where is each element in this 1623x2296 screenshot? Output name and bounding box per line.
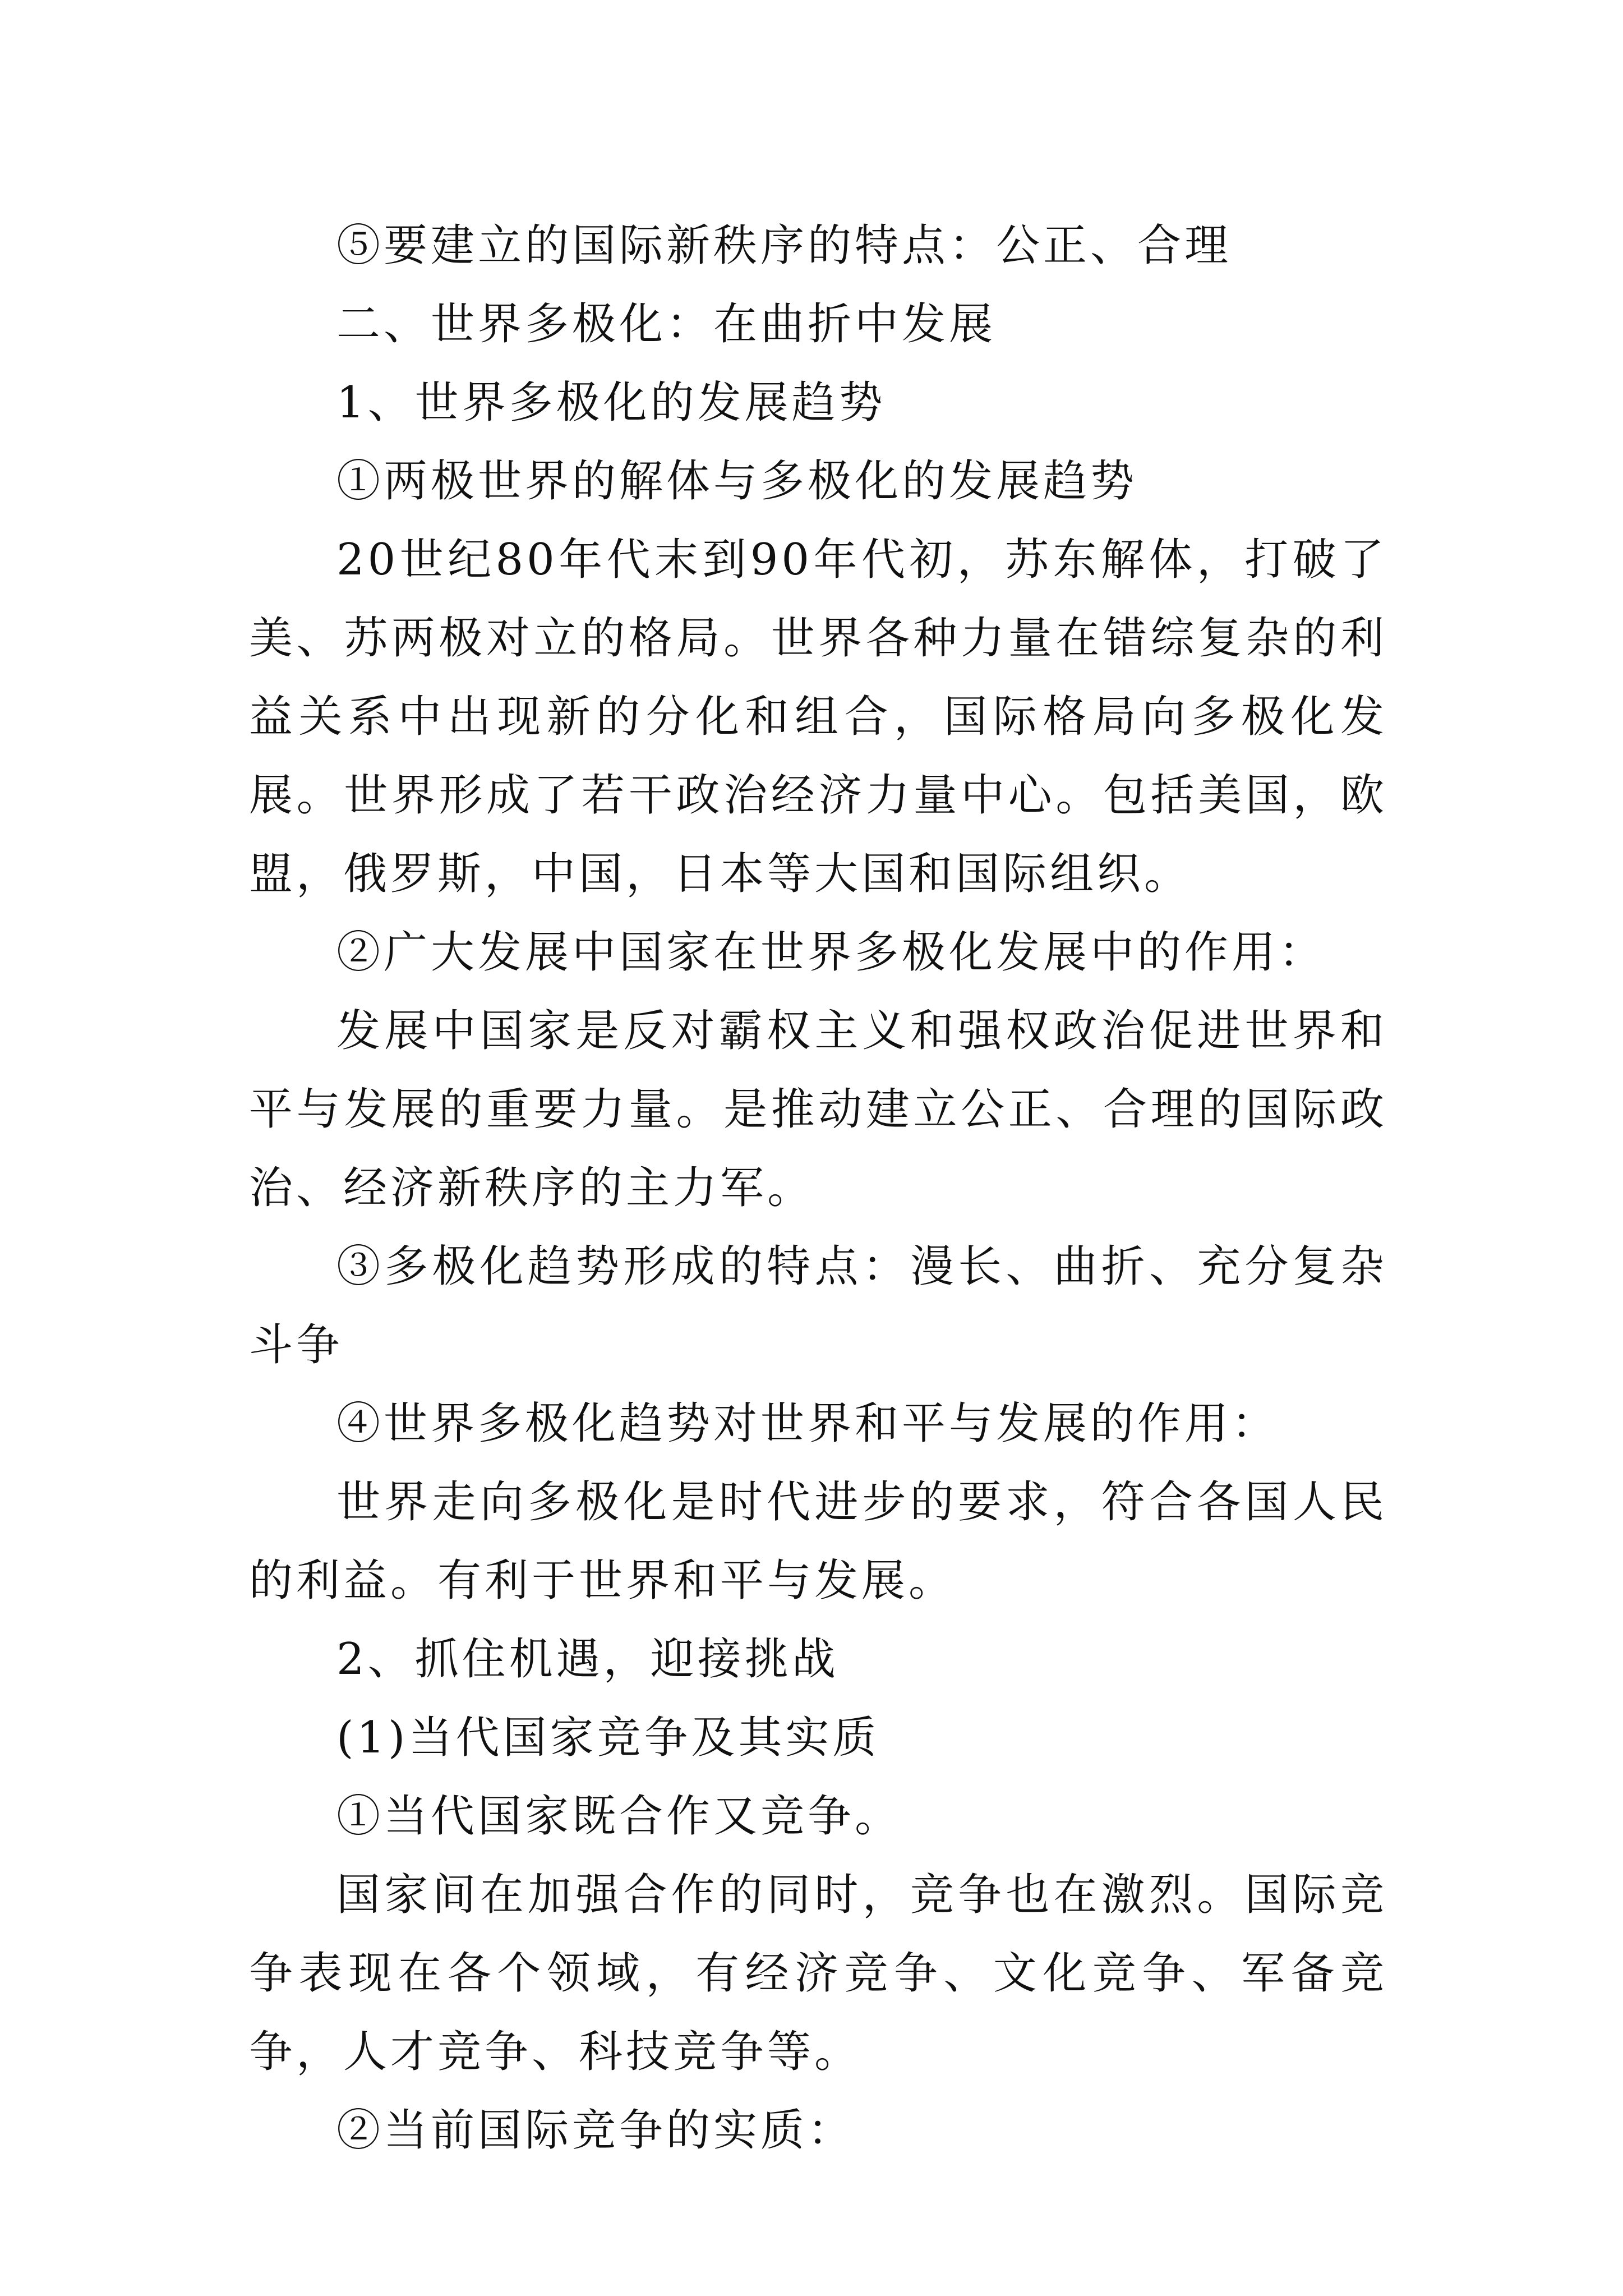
list-item-bipolar-dissolution: ①两极世界的解体与多极化的发展趋势 (336, 456, 1138, 507)
subheading-trend: 1、世界多极化的发展趋势 (336, 378, 886, 428)
list-item-competition-essence: ②当前国际竞争的实质： (336, 2105, 855, 2156)
document-body (249, 206, 1387, 2170)
list-item-cooperation-competition: ①当代国家既合作又竞争。 (336, 1791, 902, 1842)
paragraph-bipolar-history: 20世纪80年代末到90年代初，苏东解体，打破了美、苏两极对立的格局。世界各种力量在错综复杂的利益关系中出现新的分化和组合，国际格局向多极化发展。世界形成了若干政治经济力量中心。包括美国，欧盟，俄罗斯，中国，日本等大国和国际组织。 (249, 535, 1387, 899)
list-item-trend-effect: ④世界多极化趋势对世界和平与发展的作用： (336, 1398, 1279, 1449)
list-item-new-order-features: ⑤要建立的国际新秩序的特点：公正、合理 (336, 220, 1232, 271)
paragraph-developing-countries: 发展中国家是反对霸权主义和强权政治促进世界和平与发展的重要力量。是推动建立公正、合理的国际政治、经济新秩序的主力军。 (249, 1006, 1387, 1213)
list-item-developing-countries-role: ②广大发展中国家在世界多极化发展中的作用： (336, 927, 1326, 978)
list-item-trend-features: ③多极化趋势形成的特点：漫长、曲折、充分复杂斗争 (249, 1241, 1387, 1370)
paragraph-competition-fields: 国家间在加强合作的同时，竞争也在激烈。国际竞争表现在各个领域，有经济竞争、文化竞争、军备竞争，人才竞争、科技竞争等。 (249, 1870, 1387, 2077)
subheading-competition: (1)当代国家竞争及其实质 (336, 1713, 880, 1763)
section-heading-multipolarity: 二、世界多极化：在曲折中发展 (336, 299, 997, 349)
paragraph-trend-effect: 世界走向多极化是时代进步的要求，符合各国人民的利益。有利于世界和平与发展。 (249, 1477, 1387, 1606)
subheading-opportunity: 2、抓住机遇，迎接挑战 (336, 1634, 839, 1685)
